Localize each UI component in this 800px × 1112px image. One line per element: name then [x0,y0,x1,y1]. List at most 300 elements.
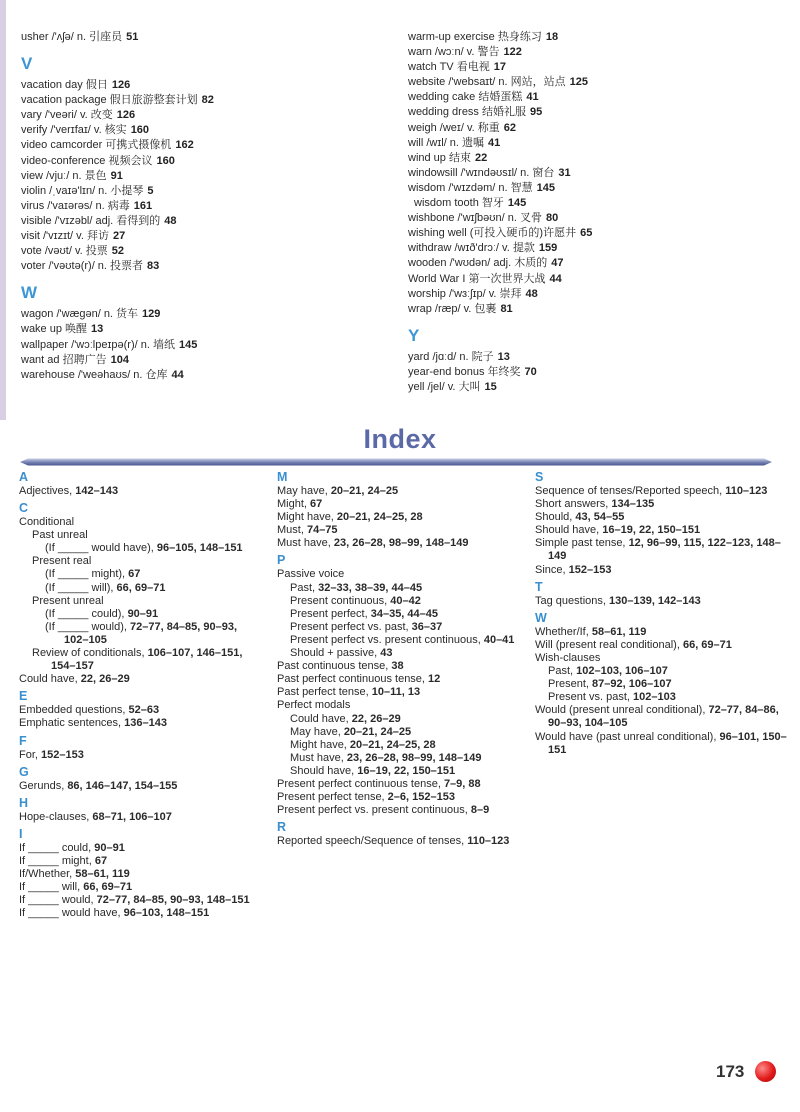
glossary-page-ref: 48 [164,214,177,227]
index-entry [535,524,790,537]
glossary-page-ref: 22 [474,151,488,164]
index-page-refs: 32–33, 38–39, 44–45 [318,581,423,594]
glossary-page-ref: 5 [147,184,154,197]
glossary-page-ref: 126 [111,79,131,92]
index-letter-heading: T [535,579,543,594]
index-entry-text: Sequence of tenses/Reported speech, [535,485,726,497]
glossary-entry [21,154,381,169]
index-entry-text: Past continuous tense, [277,660,392,673]
index-letter-heading: S [535,470,544,484]
glossary-entry [21,368,381,383]
index-page-refs: 96–105, 148–151 [156,542,243,555]
index-entry [535,678,790,691]
glossary-term: withdraw /wɪð'drɔː/ v. 提款 [408,242,535,255]
index-entry [535,511,790,524]
index-title: Index [363,424,437,454]
glossary-term: usher /'ʌʃə/ n. 引座员 [21,31,123,43]
index-entry-text: Should have, [535,524,603,537]
glossary-page-ref: 161 [133,199,153,212]
index-entry [19,568,259,581]
glossary-entry [408,105,788,120]
glossary-term: video camcorder 可携式摄像机 [21,139,172,152]
index-entry-text: If _____ will, [19,881,84,894]
glossary-entry [408,272,788,287]
index-page-refs: 106–107, 146–151, 154–157 [51,647,243,673]
glossary-term: wishbone /'wɪʃbəʊn/ n. 叉骨 [408,212,542,225]
glossary-term: wallpaper /'wɔːlpeɪpə(r)/ n. 墙纸 [21,338,175,351]
index-entry-text: If _____ would have, [19,907,124,920]
index-entry [19,749,259,762]
glossary-entry [408,75,788,90]
glossary-page-ref: 160 [156,154,175,167]
index-entry [277,485,525,498]
glossary-term: wind up 结束 [408,151,471,164]
glossary-term: wake up 唤醒 [21,323,88,336]
glossary-letter-heading: Y [408,325,420,345]
glossary-page-ref: 145 [507,197,527,210]
index-page-refs: 96–101, 150–151 [548,730,787,756]
glossary-page-ref: 125 [569,76,588,89]
index-page-refs: 72–77, 84–86, 90–93, 104–105 [548,704,779,730]
glossary-page-ref: 160 [130,124,150,137]
index-entry-text: Must have, [290,751,347,764]
glossary-page-ref: 31 [558,166,571,179]
index-page-refs: 23, 26–28, 98–99, 148–149 [333,537,469,550]
index-entry [277,804,525,817]
index-page-refs: 66, 69–71 [682,638,732,651]
index-entry-text: Hope-clauses, [19,810,93,823]
index-entry [19,516,259,529]
index-entry [19,608,259,621]
glossary-page-ref: 122 [503,46,522,59]
index-entry-text: If _____ might, [19,854,95,867]
page-number: 173 [716,1062,745,1081]
index-entry-text: May have, [290,725,344,738]
index-entry [277,765,525,778]
index-letter-heading: H [19,795,29,810]
index-entry-text: Might have, [290,738,350,751]
index-entry [277,835,525,848]
index-entry [277,582,525,595]
index-entry [277,524,525,537]
index-page-refs: 52–63 [128,704,160,717]
index-letter-heading: F [19,733,27,748]
index-entry-text: If/Whether, [19,867,76,880]
glossary-column-right [408,30,788,395]
index-letter-heading: I [19,826,23,841]
index-entry [19,647,259,673]
index-entry [277,595,525,608]
glossary-entry [408,166,788,181]
glossary-page-ref: 81 [500,302,513,315]
index-entry [535,537,790,563]
glossary-entry [408,226,788,241]
index-entry [535,485,790,498]
glossary-page-ref: 13 [91,323,104,336]
index-entry-text: Present perfect vs. past, [290,620,412,633]
index-entry [19,595,259,608]
glossary-entry [21,199,381,214]
glossary-entry [408,196,788,211]
glossary-term: wisdom tooth 智牙 [414,197,504,210]
glossary-term: worship /'wɜːʃɪp/ v. 崇拜 [408,287,522,300]
index-entry [277,791,525,804]
glossary-entry [408,151,788,166]
glossary-page-ref: 129 [142,308,161,321]
index-entry-text: (If _____ will), [45,581,117,594]
index-page-refs: 66, 69–71 [116,581,166,594]
index-entry [19,842,259,855]
index-entry [19,555,259,568]
index-page-refs: 22, 26–29 [80,673,130,686]
index-entry [535,652,790,665]
index-entry [535,595,790,608]
index-entry-text: Perfect modals [277,699,351,712]
index-entry-text: Past unreal [32,529,88,542]
index-entry-text: Short answers, [535,498,612,511]
index-entry-text: Present vs. past, [548,691,633,704]
glossary-term: yard /jɑːd/ n. 院子 [408,350,494,363]
index-entry [19,894,259,907]
glossary-page-ref: 17 [493,61,506,74]
glossary-entry [408,181,788,196]
index-page-refs: 2–6, 152–153 [387,791,455,804]
glossary-page-ref: 159 [538,242,558,255]
index-entry-text: (If _____ would), [45,620,130,633]
glossary-term: voter /'vəʊtə(r)/ n. 投票者 [21,260,144,273]
glossary-page-ref: 80 [545,212,559,225]
glossary-entry [408,241,788,256]
index-page-refs: 130–139, 142–143 [609,594,701,607]
index-page-refs: 7–9, 88 [443,777,481,790]
glossary-term: wedding cake 结婚蛋糕 [408,91,523,104]
index-page-refs: 68–71, 106–107 [92,810,172,823]
index-entry [277,660,525,673]
index-letter-heading: M [277,470,288,484]
index-page-refs: 40–41 [483,633,515,646]
index-page-refs: 34–35, 44–45 [370,607,439,620]
index-entry [19,704,259,717]
index-entry [19,907,259,920]
index-entry [535,639,790,652]
index-entry-text: Gerunds, [19,779,68,792]
index-entry-text: Conditional [19,516,75,529]
glossary-entry [408,121,788,136]
index-page-refs: 102–103 [632,691,676,704]
glossary-letter-heading: W [21,283,38,303]
index-entry-text: Must have, [277,537,334,550]
index-page-refs: 43 [380,647,393,660]
glossary-entry [21,78,381,93]
index-entry-text: Might have, [277,511,337,524]
index-entry [19,780,259,793]
glossary-entry [408,302,788,317]
index-entry [19,673,259,686]
glossary-term: want ad 招聘广告 [21,353,107,366]
index-letter-heading: E [19,689,28,704]
index-letter-heading: C [19,501,29,516]
index-entry [277,647,525,660]
glossary-term: weigh /weɪ/ v. 称重 [408,121,500,134]
index-entry [277,686,525,699]
index-entry-text: Present perfect tense, [277,791,388,804]
index-entry [19,811,259,824]
glossary-page-ref: 44 [549,272,562,285]
index-page-refs: 12 [428,673,441,686]
index-entry [277,511,525,524]
glossary-term: yell /jel/ v. 大叫 [408,380,481,393]
glossary-term: warn /wɔːn/ v. 警告 [408,46,500,59]
index-entry [19,855,259,868]
glossary-page-ref: 51 [126,31,139,43]
glossary-entry [21,307,381,322]
index-page-refs: 90–91 [127,607,159,620]
glossary-page-ref: 82 [201,94,214,107]
glossary-page-ref: 27 [112,230,126,243]
index-entry-text: Present perfect vs. present continuous, [290,633,484,646]
glossary-term: wrap /ræp/ v. 包裹 [408,302,497,315]
index-entry-text: Present perfect vs. present continuous, [277,804,471,817]
glossary-page-ref: 91 [110,169,123,182]
index-entry-text: Review of conditionals, [32,647,148,660]
index-page-refs: 38 [391,660,404,673]
glossary-entry [408,211,788,226]
index-page-refs: 67 [94,854,108,867]
glossary-page-ref: 44 [171,368,184,381]
glossary-term: year-end bonus 年终奖 [408,365,521,378]
index-entry-text: Simple past tense, [535,537,629,550]
index-page-refs: 67 [128,568,141,581]
index-entry [535,665,790,678]
index-entry-text: (If _____ would have), [45,542,157,555]
index-entry-text: Present continuous, [290,594,391,607]
glossary-entry [408,287,788,302]
glossary-term: visible /'vɪzəbl/ adj. 看得到的 [21,214,161,227]
glossary-entry [408,256,788,271]
index-entry [277,537,525,550]
index-entry [535,704,790,730]
index-page-refs: 142–143 [75,485,119,497]
index-entry-text: (If _____ could), [45,607,128,620]
glossary-term: wisdom /'wɪzdəm/ n. 智慧 [408,181,533,194]
index-column-1 [19,470,259,920]
glossary-entry [21,259,381,274]
glossary-term: wedding dress 结婚礼服 [408,106,526,119]
index-entry [277,568,525,581]
glossary-entry [21,244,381,259]
glossary-page-ref: 65 [580,227,593,240]
glossary-page-ref: 83 [147,260,160,273]
index-entry [277,634,525,647]
index-entry-text: Should + passive, [290,647,381,660]
index-page-refs: 86, 146–147, 154–155 [67,779,178,792]
glossary-entry [21,93,381,108]
index-entry-text: Reported speech/Sequence of tenses, [277,835,468,848]
index-entry-text: Would (present unreal conditional), [535,704,709,717]
index-page-refs: 12, 96–99, 115, 122–123, 148–149 [548,537,781,563]
glossary-term: windowsill /'wɪndəʊsɪl/ n. 窗台 [408,166,555,179]
index-entry-text: Past perfect tense, [277,686,372,699]
glossary-term: wooden /'wʊdən/ adj. 木质的 [408,257,548,270]
glossary-term: warm-up exercise 热身练习 [408,31,542,43]
glossary-entry [408,365,788,380]
index-entry-text: Past perfect continuous tense, [277,673,429,686]
index-page-refs: 110–123 [725,485,768,497]
glossary-entry [408,380,788,395]
glossary-page-ref: 41 [488,136,501,149]
glossary-column-left [21,30,381,383]
index-entry-text: Adjectives, [19,485,76,497]
index-page-refs: 72–77, 84–85, 90–93, 102–105 [64,620,238,646]
glossary-page-ref: 47 [551,257,564,270]
index-page-refs: 8–9 [470,804,490,817]
glossary-page-ref: 162 [175,139,194,152]
index-page-refs: 20–21, 24–25, 28 [336,511,423,524]
index-entry-text: Tag questions, [535,594,609,607]
index-page-refs: 66, 69–71 [83,881,133,894]
glossary-letter-heading: V [21,54,33,74]
glossary-term: will /wɪl/ n. 遗嘱 [408,136,485,149]
glossary-page-ref: 62 [503,121,516,134]
index-entry-text: Will (present real conditional), [535,638,683,651]
index-entry [277,608,525,621]
glossary-entry [21,214,381,229]
glossary-term: vary /'veəri/ v. 改变 [21,109,113,122]
index-entry [535,691,790,704]
index-page-refs: 136–143 [124,717,167,730]
index-column-3 [535,470,790,757]
glossary-page-ref: 13 [497,350,510,363]
index-page-refs: 10–11, 13 [371,686,421,699]
index-letter-heading: A [19,470,29,484]
index-entry [19,542,259,555]
index-page-refs: 110–123 [467,835,510,848]
page-edge-strip [0,0,6,420]
glossary-entry [21,108,381,123]
glossary-page-ref: 52 [111,245,124,258]
glossary-entry [21,184,381,199]
index-entry [277,699,525,712]
index-entry-text: (If _____ might), [45,568,129,581]
glossary-page-ref: 95 [530,106,543,119]
glossary-entry [408,30,788,45]
glossary-term: visit /'vɪzɪt/ v. 拜访 [21,230,109,243]
index-entry-text: Present real [32,555,92,568]
glossary-page-ref: 15 [484,380,497,393]
glossary-page-ref: 145 [536,181,555,194]
glossary-entry [408,45,788,60]
index-page-refs: 22, 26–29 [351,712,401,725]
glossary-term: view /vjuː/ n. 景色 [21,169,107,182]
index-entry-text: Wish-clauses [535,651,601,664]
glossary-entry [21,138,381,153]
glossary-term: vote /vəʊt/ v. 投票 [21,245,108,258]
index-page-refs: 20–21, 24–25 [330,485,399,497]
index-entry-text: Past, [290,581,319,594]
glossary-term: vacation day 假日 [21,79,108,92]
index-entry [277,673,525,686]
index-page-refs: 40–42 [390,594,421,607]
index-page-refs: 58–61, 119 [591,625,647,638]
glossary-page-ref: 145 [178,338,198,351]
glossary-page-ref: 70 [524,365,537,378]
index-entry-text: Embedded questions, [19,704,129,717]
index-page-refs: 16–19, 22, 150–151 [357,764,456,777]
index-entry-text: Might, [277,498,311,511]
index-entry-text: Present unreal [32,594,104,607]
glossary-term: website /'websaɪt/ n. 网站，站点 [408,76,566,89]
glossary-entry [21,123,381,138]
glossary-entry [408,90,788,105]
index-page-refs: 58–61, 119 [75,867,130,880]
index-entry [19,881,259,894]
index-entry [19,621,259,647]
index-entry [535,564,790,577]
index-entry [277,778,525,791]
glossary-entry [408,136,788,151]
glossary-term: wishing well (可投入硬币的)许愿井 [408,227,577,240]
index-entry-text: Passive voice [277,568,345,581]
index-entry-text: Present, [548,678,593,691]
index-page-refs: 16–19, 22, 150–151 [602,524,701,537]
index-entry-text: If _____ would, [19,894,97,907]
glossary-term: watch TV 看电视 [408,61,490,74]
glossary-term: violin /ˌvaɪə'lɪn/ n. 小提琴 [21,184,144,197]
index-page-refs: 87–92, 106–107 [592,678,672,691]
index-entry [535,626,790,639]
index-entry-text: Must, [277,524,307,537]
glossary-entry [408,350,788,365]
index-entry [277,739,525,752]
index-entry-text: Emphatic sentences, [19,717,125,730]
index-title-rule [20,458,772,466]
index-entry-text: Should, [535,511,576,524]
index-entry-text: May have, [277,485,331,497]
glossary-page-ref: 48 [525,287,538,300]
index-page-refs: 96–103, 148–151 [123,907,210,920]
index-page-refs: 67 [310,498,323,511]
index-page-refs: 36–37 [411,620,443,633]
index-entry [277,498,525,511]
glossary-term: video-conference 视频会议 [21,154,153,167]
index-entry [19,717,259,730]
index-entry [277,621,525,634]
index-page-refs: 152–153 [41,748,84,761]
index-column-2 [277,470,525,848]
index-page-refs: 20–21, 24–25, 28 [349,738,436,751]
index-page-refs: 152–153 [568,563,612,576]
index-page-refs: 43, 54–55 [575,511,625,524]
index-letter-heading: W [535,610,547,625]
glossary-entry [21,322,381,337]
index-page-refs: 90–91 [94,841,125,854]
index-page-refs: 23, 26–28, 98–99, 148–149 [346,751,482,764]
index-page-refs: 72–77, 84–85, 90–93, 148–151 [96,894,250,907]
index-entry [277,726,525,739]
index-entry [535,731,790,757]
glossary-page-ref: 18 [545,31,559,43]
index-letter-heading: G [19,764,29,779]
index-entry-text: Since, [535,563,569,576]
index-entry-text: Would have (past unreal conditional), [535,730,720,743]
glossary-term: vacation package 假日旅游整套计划 [21,94,198,107]
glossary-term: World War I 第一次世界大战 [408,272,546,285]
glossary-entry [21,229,381,244]
index-entry [277,713,525,726]
index-entry-text: Present perfect, [290,607,371,620]
glossary-entry [21,169,381,184]
index-letter-heading: R [277,820,287,835]
